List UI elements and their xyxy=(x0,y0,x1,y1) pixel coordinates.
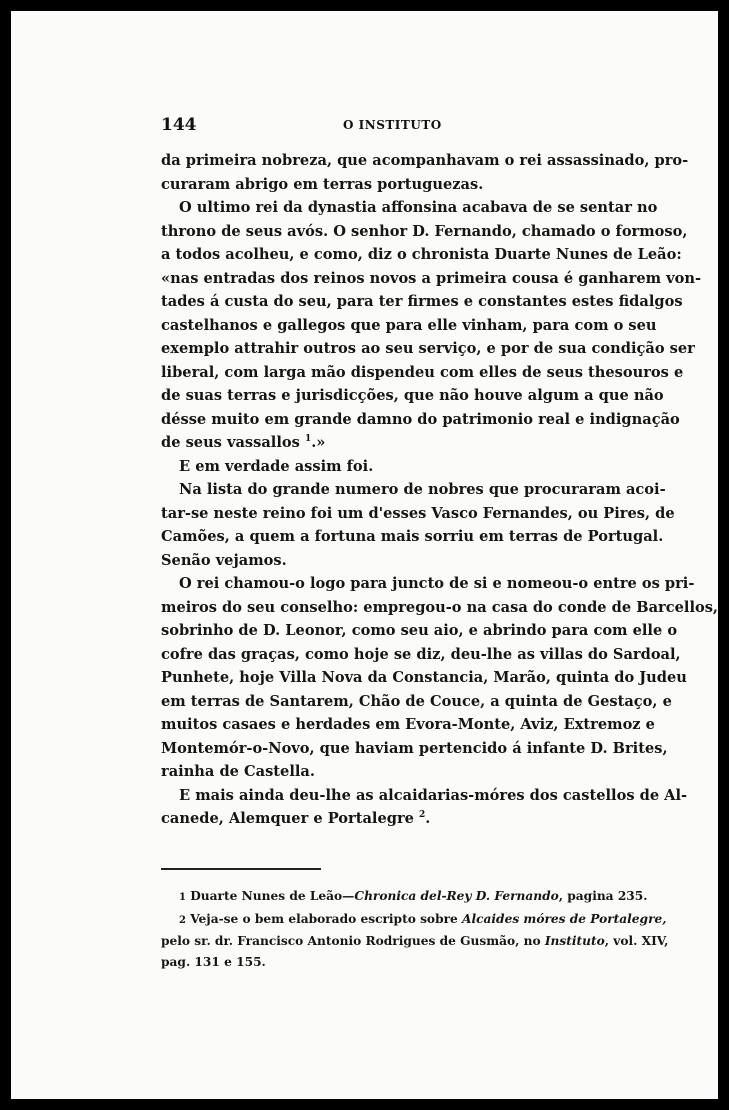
text-line: O ultimo rei da dynastia affonsina acabava de se sentar no xyxy=(179,199,658,216)
footnote-1 xyxy=(161,886,648,909)
sentence-end: . xyxy=(425,810,431,827)
footnote-text: pelo sr. dr. Francisco Antonio Rodrigues de Gusmão, no xyxy=(161,934,545,948)
footnote-number: 1 xyxy=(179,892,186,903)
text-line-with-note xyxy=(161,431,639,455)
footnote-number: 2 xyxy=(179,914,186,926)
quote-close: .» xyxy=(311,434,326,451)
footnote-text: , vol. XIV, xyxy=(604,934,669,948)
footnote-2-line-1 xyxy=(161,909,667,932)
text-line: em terras de Santarem, Chão de Couce, a quinta de Gestaço, e xyxy=(161,692,672,710)
text-line: E mais ainda deu-lhe as alcaidarias-móres dos castellos de Al- xyxy=(179,786,688,804)
book-page xyxy=(10,10,719,1100)
text-line: da primeira nobreza, que acompanhavam o rei assassinado, pro- xyxy=(161,152,689,169)
text-line: canede, Alemquer e Portalegre xyxy=(161,810,414,827)
footnote-title: Alcaides móres de Portalegre, xyxy=(462,911,667,926)
footnote-text: Veja-se o bem elaborado escripto sobre xyxy=(190,911,463,926)
text-line: castelhanos e gallegos que para elle vinham, para com o seu xyxy=(161,316,657,334)
text-line: de seus vassallos xyxy=(161,434,300,451)
page-frame xyxy=(10,10,719,1100)
text-line: throno de seus avós. O senhor D. Fernando, chamado o formoso, xyxy=(161,222,688,240)
text-line: E em verdade assim foi. xyxy=(179,457,374,475)
text-line: désse muito em grande damno do patrimonio real e indignação xyxy=(161,410,680,428)
text-line: a todos acolheu, e como, diz o chronista Duarte Nunes de Leão: xyxy=(161,246,682,263)
text-line: Camões, a quem a fortuna mais sorriu em terras de Portugal. xyxy=(161,528,664,545)
footnotes xyxy=(161,886,669,972)
text-line: tades á custa do seu, para ter firmes e constantes estes fidalgos xyxy=(161,293,683,310)
footnote-title: Chronica del-Rey D. Fernando xyxy=(354,889,559,903)
text-line: Na lista do grande numero de nobres que procuraram acoi- xyxy=(179,481,666,498)
text-line: O rei chamou-o logo para juncto de si e nomeou-o entre os pri- xyxy=(179,575,695,592)
body-text xyxy=(161,149,719,831)
text-line: Montemór-o-Novo, que haviam pertencido á infante D. Brites, xyxy=(161,739,668,757)
text-line: tar-se neste reino foi um d'esses Vasco Fernandes, ou Pires, de xyxy=(161,504,675,522)
footnote-title: Instituto xyxy=(544,934,605,948)
text-line: de suas terras e jurisdicções, que não houve algum a que não xyxy=(161,387,664,404)
text-line: cofre das graças, como hoje se diz, deu-lhe as villas do Sardoal, xyxy=(161,645,681,663)
running-head xyxy=(11,115,718,137)
text-line: «nas entradas dos reinos novos a primeira cousa é ganharem von- xyxy=(161,269,702,287)
text-line: Senão vejamos. xyxy=(161,551,287,569)
text-line: meiros do seu conselho: empregou-o na casa do conde de Barcellos, xyxy=(161,598,719,616)
footnote-reference-2: 2 xyxy=(419,810,426,821)
text-line: muitos casaes e herdades em Evora-Monte, Aviz, Extremoz e xyxy=(161,716,655,733)
text-line: curaram abrigo em terras portuguezas. xyxy=(161,175,484,193)
text-line: exemplo attrahir outros ao seu serviço, e por de sua condição ser xyxy=(161,340,695,357)
text-line: liberal, com larga mão dispendeu com elles de seus thesouros e xyxy=(161,363,684,381)
text-line: sobrinho de D. Leonor, como seu aio, e abrindo para com elle o xyxy=(161,622,678,639)
footnote-2-line-3: pag. 131 e 155. xyxy=(161,954,266,969)
text-line-with-note xyxy=(161,807,639,831)
text-line: Punhete, hoje Villa Nova da Constancia, Marão, quinta do Judeu xyxy=(161,669,687,686)
footnote-rule xyxy=(161,868,321,870)
footnote-text: Duarte Nunes de Leão— xyxy=(190,889,355,903)
page-number: 144 xyxy=(161,115,197,135)
footnote-text: , pagina 235. xyxy=(558,889,648,903)
footnote-reference-1: 1 xyxy=(304,434,312,445)
footnote-2-line-2 xyxy=(161,931,669,952)
journal-title: O INSTITUTO xyxy=(343,118,442,132)
text-line: rainha de Castella. xyxy=(161,763,315,780)
